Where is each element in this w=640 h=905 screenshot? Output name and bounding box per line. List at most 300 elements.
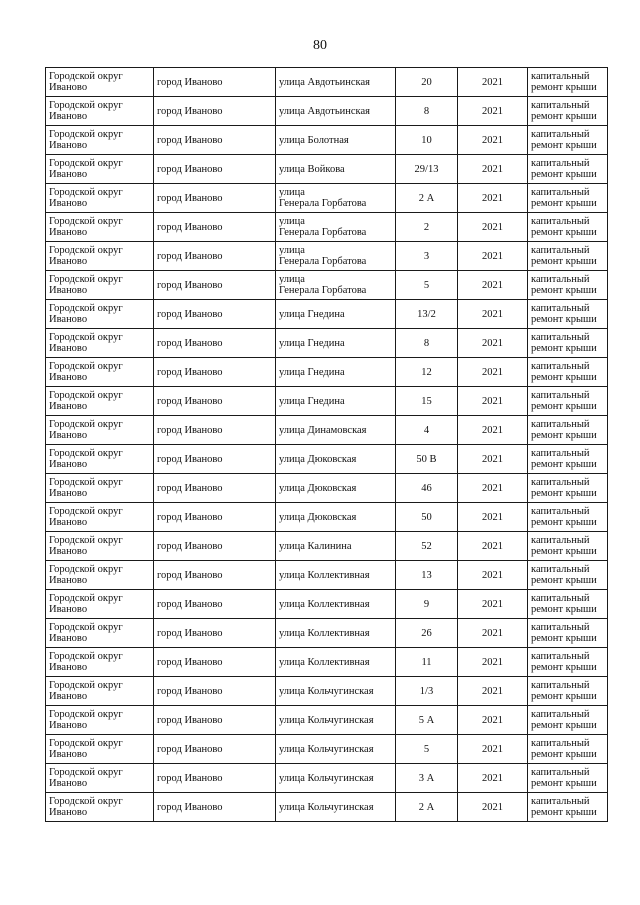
district-line: Иваново	[49, 633, 88, 644]
street-cell	[276, 677, 396, 706]
year-cell: 2021	[458, 474, 528, 503]
work-line: капитальный	[531, 564, 590, 575]
street-line: улица	[279, 216, 305, 227]
work-line: капитальный	[531, 419, 590, 430]
city-cell: город Иваново	[154, 764, 276, 793]
district-line: Иваново	[49, 401, 88, 412]
work-type-cell	[528, 648, 608, 677]
work-line: ремонт крыши	[531, 227, 597, 238]
district-line: Иваново	[49, 488, 88, 499]
work-type-cell	[528, 300, 608, 329]
district-line: Городской округ	[49, 129, 123, 140]
work-line: ремонт крыши	[531, 256, 597, 267]
district-line: Городской округ	[49, 303, 123, 314]
street-cell	[276, 474, 396, 503]
year-cell: 2021	[458, 706, 528, 735]
street-cell	[276, 735, 396, 764]
city-cell: город Иваново	[154, 242, 276, 271]
street-line: улица Авдотьинская	[279, 105, 370, 117]
year-cell: 2021	[458, 590, 528, 619]
city-cell: город Иваново	[154, 126, 276, 155]
table-row	[46, 793, 608, 822]
district-line: Иваново	[49, 227, 88, 238]
table-row	[46, 271, 608, 300]
district-line: Иваново	[49, 517, 88, 528]
house-number-cell: 13/2	[396, 300, 458, 329]
city-cell: город Иваново	[154, 677, 276, 706]
city-cell: город Иваново	[154, 590, 276, 619]
street-line: улица Кольчугинская	[279, 801, 374, 813]
table-row	[46, 387, 608, 416]
table-row	[46, 590, 608, 619]
district-cell	[46, 532, 154, 561]
table-row	[46, 706, 608, 735]
work-line: ремонт крыши	[531, 111, 597, 122]
house-number-cell: 1/3	[396, 677, 458, 706]
table-row	[46, 358, 608, 387]
work-type-cell	[528, 68, 608, 97]
city-cell: город Иваново	[154, 445, 276, 474]
work-line: ремонт крыши	[531, 169, 597, 180]
district-line: Городской округ	[49, 622, 123, 633]
district-cell	[46, 619, 154, 648]
district-cell	[46, 68, 154, 97]
table-body	[46, 68, 608, 822]
year-cell: 2021	[458, 648, 528, 677]
work-type-cell	[528, 677, 608, 706]
district-line: Городской округ	[49, 361, 123, 372]
street-line: Генерала Горбатова	[279, 198, 367, 209]
district-cell	[46, 242, 154, 271]
work-line: ремонт крыши	[531, 430, 597, 441]
work-line: капитальный	[531, 506, 590, 517]
city-cell: город Иваново	[154, 561, 276, 590]
work-line: ремонт крыши	[531, 633, 597, 644]
work-line: капитальный	[531, 593, 590, 604]
year-cell: 2021	[458, 793, 528, 822]
district-line: Иваново	[49, 285, 88, 296]
work-line: капитальный	[531, 129, 590, 140]
work-line: ремонт крыши	[531, 778, 597, 789]
district-line: Городской округ	[49, 158, 123, 169]
work-type-cell	[528, 793, 608, 822]
city-cell: город Иваново	[154, 416, 276, 445]
work-line: ремонт крыши	[531, 198, 597, 209]
street-line: улица	[279, 187, 305, 198]
year-cell: 2021	[458, 416, 528, 445]
street-line: улица Авдотьинская	[279, 76, 370, 88]
street-line: улица Гнедина	[279, 337, 345, 349]
city-cell: город Иваново	[154, 648, 276, 677]
house-number-cell: 2 А	[396, 793, 458, 822]
street-cell	[276, 358, 396, 387]
work-line: ремонт крыши	[531, 575, 597, 586]
work-line: капитальный	[531, 100, 590, 111]
house-number-cell: 8	[396, 329, 458, 358]
work-line: капитальный	[531, 332, 590, 343]
district-line: Иваново	[49, 749, 88, 760]
district-cell	[46, 590, 154, 619]
work-line: ремонт крыши	[531, 459, 597, 470]
street-line: улица	[279, 274, 305, 285]
street-cell	[276, 126, 396, 155]
street-cell	[276, 619, 396, 648]
house-number-cell: 5	[396, 735, 458, 764]
street-line: улица Болотная	[279, 134, 349, 146]
district-cell	[46, 735, 154, 764]
work-type-cell	[528, 561, 608, 590]
district-line: Иваново	[49, 198, 88, 209]
house-number-cell: 50	[396, 503, 458, 532]
district-line: Городской округ	[49, 564, 123, 575]
district-cell	[46, 300, 154, 329]
work-line: капитальный	[531, 303, 590, 314]
street-line: улица Динамовская	[279, 424, 367, 436]
street-line: Генерала Горбатова	[279, 285, 367, 296]
district-line: Городской округ	[49, 332, 123, 343]
year-cell: 2021	[458, 561, 528, 590]
house-number-cell: 46	[396, 474, 458, 503]
street-line: улица Гнедина	[279, 395, 345, 407]
district-line: Городской округ	[49, 274, 123, 285]
year-cell: 2021	[458, 97, 528, 126]
district-line: Иваново	[49, 256, 88, 267]
work-type-cell	[528, 619, 608, 648]
work-line: капитальный	[531, 651, 590, 662]
street-cell	[276, 706, 396, 735]
city-cell: город Иваново	[154, 184, 276, 213]
street-cell	[276, 648, 396, 677]
street-line: Генерала Горбатова	[279, 227, 367, 238]
table-row	[46, 213, 608, 242]
street-cell	[276, 387, 396, 416]
street-line: улица Кольчугинская	[279, 714, 374, 726]
table-row	[46, 184, 608, 213]
district-line: Городской округ	[49, 506, 123, 517]
district-line: Иваново	[49, 140, 88, 151]
year-cell: 2021	[458, 358, 528, 387]
work-line: ремонт крыши	[531, 140, 597, 151]
work-line: капитальный	[531, 361, 590, 372]
district-cell	[46, 793, 154, 822]
city-cell: город Иваново	[154, 271, 276, 300]
street-line: улица Коллективная	[279, 656, 370, 668]
street-line: улица Дюковская	[279, 482, 357, 494]
street-cell	[276, 97, 396, 126]
city-cell: город Иваново	[154, 387, 276, 416]
city-cell: город Иваново	[154, 532, 276, 561]
work-line: капитальный	[531, 390, 590, 401]
work-type-cell	[528, 155, 608, 184]
work-line: ремонт крыши	[531, 807, 597, 818]
work-line: капитальный	[531, 738, 590, 749]
house-number-cell: 4	[396, 416, 458, 445]
district-line: Иваново	[49, 314, 88, 325]
city-cell: город Иваново	[154, 358, 276, 387]
year-cell: 2021	[458, 271, 528, 300]
year-cell: 2021	[458, 764, 528, 793]
district-line: Иваново	[49, 778, 88, 789]
district-cell	[46, 416, 154, 445]
house-number-cell: 13	[396, 561, 458, 590]
street-line: улица Коллективная	[279, 627, 370, 639]
street-line: улица Войкова	[279, 163, 345, 175]
table-row	[46, 764, 608, 793]
table-row	[46, 619, 608, 648]
work-line: ремонт крыши	[531, 662, 597, 673]
year-cell: 2021	[458, 677, 528, 706]
work-line: капитальный	[531, 680, 590, 691]
page-number: 80	[313, 38, 327, 53]
street-line: улица Гнедина	[279, 308, 345, 320]
work-type-cell	[528, 126, 608, 155]
district-line: Городской округ	[49, 419, 123, 430]
street-cell	[276, 184, 396, 213]
year-cell: 2021	[458, 126, 528, 155]
work-line: ремонт крыши	[531, 82, 597, 93]
district-line: Городской округ	[49, 448, 123, 459]
year-cell: 2021	[458, 155, 528, 184]
district-cell	[46, 648, 154, 677]
house-number-cell: 2 А	[396, 184, 458, 213]
work-type-cell	[528, 97, 608, 126]
table-row	[46, 735, 608, 764]
city-cell: город Иваново	[154, 706, 276, 735]
work-line: ремонт крыши	[531, 720, 597, 731]
table-row	[46, 97, 608, 126]
house-number-cell: 26	[396, 619, 458, 648]
street-line: улица Гнедина	[279, 366, 345, 378]
work-line: ремонт крыши	[531, 604, 597, 615]
street-cell	[276, 329, 396, 358]
street-cell	[276, 271, 396, 300]
year-cell: 2021	[458, 445, 528, 474]
street-cell	[276, 561, 396, 590]
district-line: Иваново	[49, 575, 88, 586]
district-cell	[46, 213, 154, 242]
work-line: ремонт крыши	[531, 372, 597, 383]
work-type-cell	[528, 358, 608, 387]
street-cell	[276, 300, 396, 329]
city-cell: город Иваново	[154, 793, 276, 822]
district-cell	[46, 126, 154, 155]
work-type-cell	[528, 764, 608, 793]
district-line: Городской округ	[49, 651, 123, 662]
house-number-cell: 5	[396, 271, 458, 300]
street-cell	[276, 68, 396, 97]
street-line: улица Дюковская	[279, 453, 357, 465]
year-cell: 2021	[458, 68, 528, 97]
table-row	[46, 677, 608, 706]
work-type-cell	[528, 329, 608, 358]
house-number-cell: 11	[396, 648, 458, 677]
table-row	[46, 242, 608, 271]
work-line: ремонт крыши	[531, 691, 597, 702]
house-number-cell: 52	[396, 532, 458, 561]
city-cell: город Иваново	[154, 735, 276, 764]
street-cell	[276, 503, 396, 532]
district-line: Городской округ	[49, 390, 123, 401]
street-line: Генерала Горбатова	[279, 256, 367, 267]
city-cell: город Иваново	[154, 155, 276, 184]
work-type-cell	[528, 532, 608, 561]
street-cell	[276, 155, 396, 184]
street-line: улица Коллективная	[279, 569, 370, 581]
house-number-cell: 3	[396, 242, 458, 271]
street-cell	[276, 445, 396, 474]
work-type-cell	[528, 416, 608, 445]
house-number-cell: 3 А	[396, 764, 458, 793]
district-line: Иваново	[49, 807, 88, 818]
year-cell: 2021	[458, 213, 528, 242]
district-line: Городской округ	[49, 535, 123, 546]
work-line: капитальный	[531, 535, 590, 546]
city-cell: город Иваново	[154, 503, 276, 532]
district-cell	[46, 474, 154, 503]
work-line: капитальный	[531, 448, 590, 459]
city-cell: город Иваново	[154, 68, 276, 97]
city-cell: город Иваново	[154, 474, 276, 503]
district-line: Городской округ	[49, 738, 123, 749]
year-cell: 2021	[458, 735, 528, 764]
table-row	[46, 416, 608, 445]
work-line: капитальный	[531, 796, 590, 807]
district-cell	[46, 706, 154, 735]
city-cell: город Иваново	[154, 329, 276, 358]
work-line: ремонт крыши	[531, 343, 597, 354]
district-cell	[46, 97, 154, 126]
house-number-cell: 2	[396, 213, 458, 242]
year-cell: 2021	[458, 300, 528, 329]
district-line: Городской округ	[49, 593, 123, 604]
street-cell	[276, 242, 396, 271]
work-line: ремонт крыши	[531, 488, 597, 499]
district-cell	[46, 271, 154, 300]
house-number-cell: 15	[396, 387, 458, 416]
district-line: Городской округ	[49, 796, 123, 807]
city-cell: город Иваново	[154, 300, 276, 329]
district-line: Городской округ	[49, 245, 123, 256]
work-type-cell	[528, 445, 608, 474]
district-line: Иваново	[49, 604, 88, 615]
work-line: капитальный	[531, 216, 590, 227]
house-number-cell: 8	[396, 97, 458, 126]
work-type-cell	[528, 184, 608, 213]
house-number-cell: 12	[396, 358, 458, 387]
work-type-cell	[528, 474, 608, 503]
district-line: Иваново	[49, 111, 88, 122]
house-number-cell: 9	[396, 590, 458, 619]
district-cell	[46, 677, 154, 706]
table-row	[46, 503, 608, 532]
table-row	[46, 300, 608, 329]
district-line: Иваново	[49, 372, 88, 383]
year-cell: 2021	[458, 329, 528, 358]
street-cell	[276, 764, 396, 793]
street-line: улица Коллективная	[279, 598, 370, 610]
district-cell	[46, 155, 154, 184]
work-line: ремонт крыши	[531, 401, 597, 412]
district-cell	[46, 329, 154, 358]
district-line: Городской округ	[49, 71, 123, 82]
district-line: Иваново	[49, 82, 88, 93]
year-cell: 2021	[458, 387, 528, 416]
table-row	[46, 561, 608, 590]
work-line: капитальный	[531, 245, 590, 256]
work-type-cell	[528, 387, 608, 416]
district-line: Иваново	[49, 546, 88, 557]
work-type-cell	[528, 735, 608, 764]
work-line: капитальный	[531, 477, 590, 488]
house-number-cell: 10	[396, 126, 458, 155]
city-cell: город Иваново	[154, 619, 276, 648]
city-cell: город Иваново	[154, 213, 276, 242]
street-cell	[276, 416, 396, 445]
year-cell: 2021	[458, 619, 528, 648]
street-cell	[276, 590, 396, 619]
street-line: улица Кольчугинская	[279, 743, 374, 755]
work-line: капитальный	[531, 71, 590, 82]
work-line: капитальный	[531, 187, 590, 198]
street-line: улица Кольчугинская	[279, 772, 374, 784]
street-line: улица Дюковская	[279, 511, 357, 523]
district-cell	[46, 387, 154, 416]
work-line: капитальный	[531, 622, 590, 633]
street-line: улица Калинина	[279, 540, 352, 552]
district-line: Иваново	[49, 430, 88, 441]
work-type-cell	[528, 213, 608, 242]
district-cell	[46, 764, 154, 793]
district-cell	[46, 561, 154, 590]
district-line: Иваново	[49, 691, 88, 702]
district-line: Городской округ	[49, 680, 123, 691]
work-line: капитальный	[531, 767, 590, 778]
district-cell	[46, 503, 154, 532]
district-line: Иваново	[49, 343, 88, 354]
work-line: ремонт крыши	[531, 749, 597, 760]
work-line: ремонт крыши	[531, 314, 597, 325]
street-cell	[276, 793, 396, 822]
work-type-cell	[528, 242, 608, 271]
table-row	[46, 68, 608, 97]
table-row	[46, 648, 608, 677]
street-line: улица Кольчугинская	[279, 685, 374, 697]
district-line: Городской округ	[49, 709, 123, 720]
work-line: капитальный	[531, 709, 590, 720]
work-type-cell	[528, 271, 608, 300]
year-cell: 2021	[458, 503, 528, 532]
table-row	[46, 474, 608, 503]
year-cell: 2021	[458, 184, 528, 213]
district-line: Городской округ	[49, 216, 123, 227]
district-line: Иваново	[49, 169, 88, 180]
work-type-cell	[528, 503, 608, 532]
house-number-cell: 5 А	[396, 706, 458, 735]
street-cell	[276, 532, 396, 561]
work-line: капитальный	[531, 274, 590, 285]
district-line: Городской округ	[49, 100, 123, 111]
table-row	[46, 532, 608, 561]
work-line: ремонт крыши	[531, 285, 597, 296]
table-row	[46, 155, 608, 184]
work-type-cell	[528, 706, 608, 735]
year-cell: 2021	[458, 242, 528, 271]
roof-repair-table	[45, 67, 608, 822]
district-cell	[46, 184, 154, 213]
street-line: улица	[279, 245, 305, 256]
district-line: Иваново	[49, 459, 88, 470]
year-cell: 2021	[458, 532, 528, 561]
